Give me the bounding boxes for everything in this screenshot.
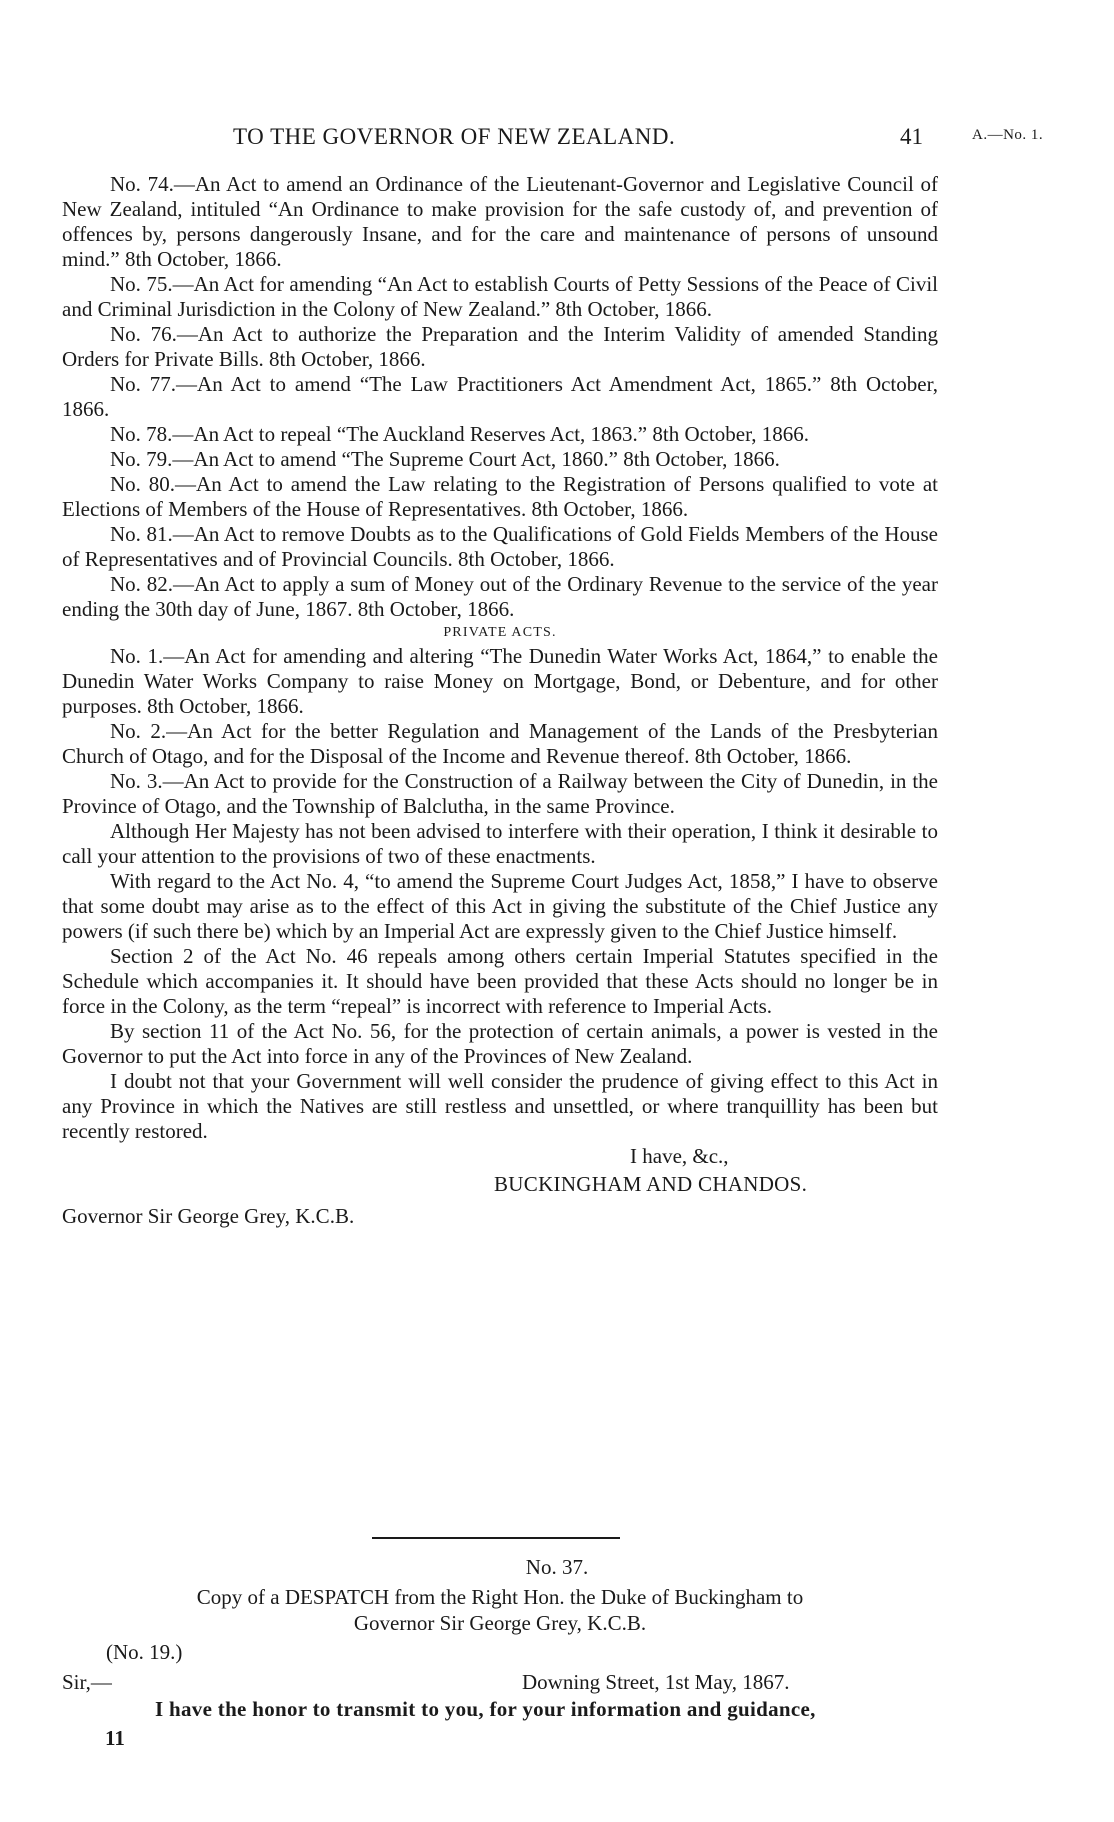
signature-mark: 11 (105, 1726, 125, 1750)
act-paragraph: No. 3.—An Act to provide for the Construction of a Railway between the City of Dunedin, in the Province of Otago, and the Township of Balclutha, in the same Province. (62, 769, 938, 818)
act-paragraph: No. 81.—An Act to remove Doubts as to the Qualifications of Gold Fields Members of the House of Representatives and of Provincial Councils. 8th October, 1866. (62, 522, 938, 571)
addressee: Governor Sir George Grey, K.C.B. (62, 1204, 355, 1228)
act-paragraph: No. 82.—An Act to apply a sum of Money out of the Ordinary Revenue to the service of the year ending the 30th day of June, 1867. 8th October, 1866. (62, 572, 938, 621)
act-paragraph: No. 78.—An Act to repeal “The Auckland Reserves Act, 1863.” 8th October, 1866. (110, 422, 809, 446)
act-paragraph: No. 76.—An Act to authorize the Preparation and the Interim Validity of amended Standing Orders for Private Bills. 8th October, 1866. (62, 322, 938, 371)
letter-closing (62, 1144, 938, 1246)
act-paragraph: No. 2.—An Act for the better Regulation and Management of the Lands of the Presbyterian Church of Otago, and for the Disposal of the Income and Revenue thereof. 8th October, 1866. (62, 719, 938, 768)
body-paragraph: Section 2 of the Act No. 46 repeals among others certain Imperial Statutes specified in the Schedule which accompanies it. It should have been provided that these Acts should no longer be in force in the Colony, as the term “repeal” is incorrect with reference to Imperial Acts. (62, 944, 938, 1018)
running-title: TO THE GOVERNOR OF NEW ZEALAND. (233, 124, 676, 149)
document-body (62, 172, 938, 1246)
closing-phrase: I have, &c., (630, 1144, 729, 1168)
page-header (0, 124, 1114, 154)
act-paragraph: No. 79.—An Act to amend “The Supreme Court Act, 1860.” 8th October, 1866. (110, 447, 780, 471)
letter-opening-line: I have the honor to transmit to you, for your information and guidance, (155, 1697, 816, 1721)
body-paragraph: By section 11 of the Act No. 56, for the protection of certain animals, a power is vested in the Governor to put the Act into force in any of the Provinces of New Zealand. (62, 1019, 938, 1068)
salutation: Sir,— (62, 1670, 112, 1694)
page-number: 41 (900, 124, 923, 149)
dateline: Downing Street, 1st May, 1867. (522, 1670, 790, 1694)
despatch-title (62, 1584, 938, 1636)
body-paragraph: With regard to the Act No. 4, “to amend the Supreme Court Judges Act, 1858,” I have to observe that some doubt may arise as to the effect of this Act in giving the substitute of the Chief Justice any powers (if such there be) which by an Imperial Act are expressly given to the Chief Justice himself. (62, 869, 938, 943)
act-paragraph: No. 1.—An Act for amending and altering “The Dunedin Water Works Act, 1864,” to enable the Dunedin Water Works Company to raise Money on Mortgage, Bond, or Debenture, and for other purposes. 8th October, 1866. (62, 644, 938, 718)
act-paragraph: No. 80.—An Act to amend the Law relating to the Registration of Persons qualified to vote at Elections of Members of the House of Representatives. 8th October, 1866. (62, 472, 938, 521)
act-paragraph: No. 74.—An Act to amend an Ordinance of the Lieutenant-Governor and Legislative Council of New Zealand, intituled “An Ordinance to make provision for the safe custody of, and prevention of offences by, persons dangerously Insane, and for the care and maintenance of persons of unsound mind.” 8th October, 1866. (62, 172, 938, 271)
body-paragraph: I doubt not that your Government will well consider the prudence of giving effect to this Act in any Province in which the Natives are still restless and unsettled, or where tranquillity has been but recently restored. (62, 1069, 938, 1143)
act-paragraph: No. 77.—An Act to amend “The Law Practitioners Act Amendment Act, 1865.” 8th October, 1866. (62, 372, 938, 421)
body-paragraph: Although Her Majesty has not been advised to interfere with their operation, I think it desirable to call your attention to the provisions of two of these enactments. (62, 819, 938, 868)
section-divider (372, 1537, 620, 1539)
paper-reference: A.—No. 1. (972, 127, 1044, 143)
despatch-reference: (No. 19.) (106, 1640, 183, 1664)
signature-name: BUCKINGHAM AND CHANDOS. (494, 1172, 808, 1196)
act-paragraph: No. 75.—An Act for amending “An Act to establish Courts of Petty Sessions of the Peace of Civil and Criminal Jurisdiction in the Colony of New Zealand.” 8th October, 1866. (62, 272, 938, 321)
private-acts-heading: PRIVATE ACTS. (443, 625, 557, 640)
despatch-title-line: Governor Sir George Grey, K.C.B. (353, 1611, 647, 1635)
despatch-number: No. 37. (525, 1555, 589, 1579)
despatch-title-line: Copy of a DESPATCH from the Right Hon. the Duke of Buckingham to (196, 1585, 804, 1609)
